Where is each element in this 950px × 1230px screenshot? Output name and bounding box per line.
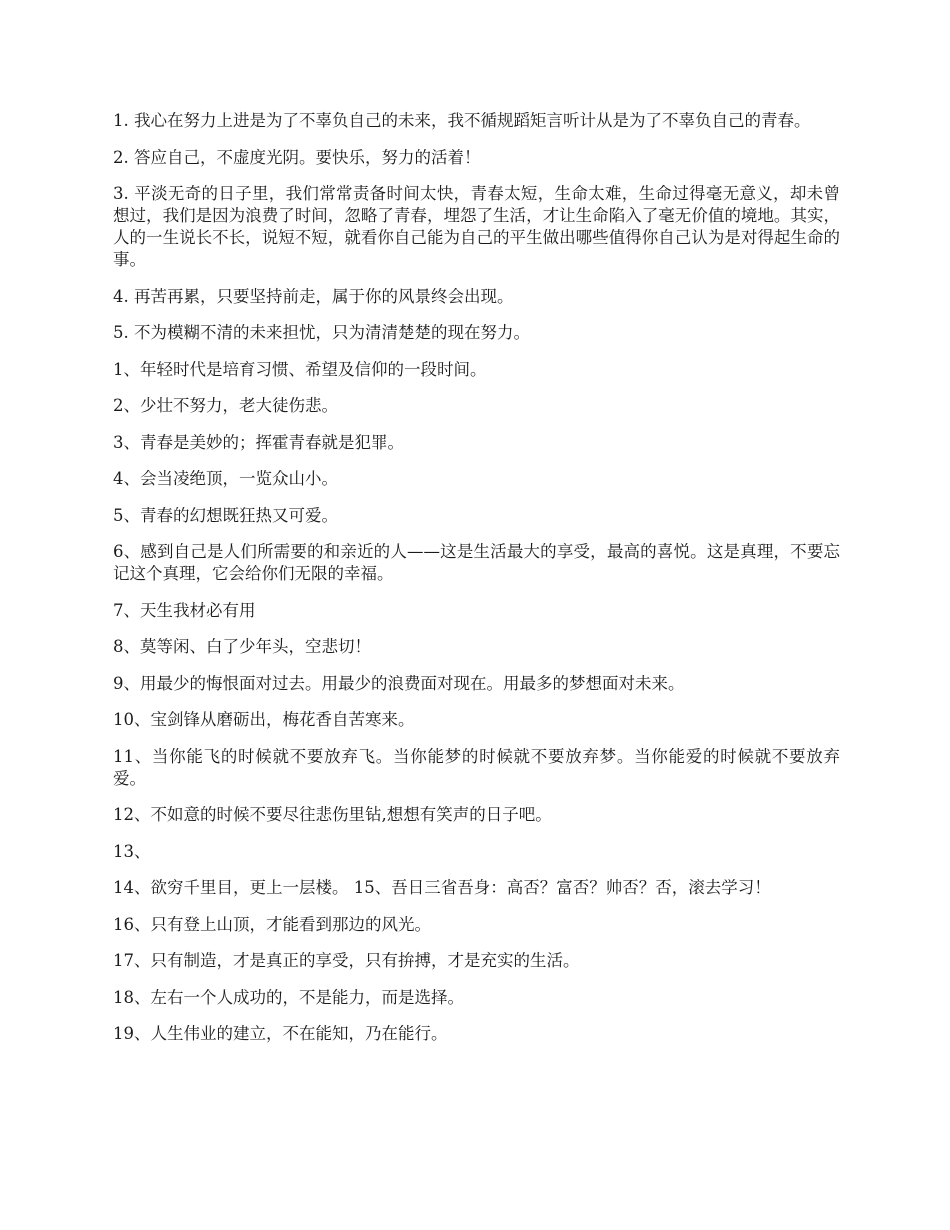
- paragraph-6: 1、年轻时代是培育习惯、希望及信仰的一段时间。: [113, 359, 487, 379]
- paragraph-16: 11、当你能飞的时候就不要放弃飞。当你能梦的时候就不要放弃梦。当你能爱的时候就不要放弃爱。: [113, 746, 840, 788]
- paragraph-22: 18、左右一个人成功的，不是能力，而是选择。: [113, 987, 464, 1007]
- paragraph-9: 4、会当凌绝顶，一览众山小。: [113, 469, 338, 488]
- paragraph-3: 3. 平淡无奇的日子里，我们常常责备时间太快，青春太短，生命太难，生命过得毫无意义，却未曾想过，我们是因为浪费了时间，忽略了青春，埋怨了生活，才让生命陷入了毫无价值的境地。其实，人的一生说长不长，说短不短，就看你自己能为自己的平生做出哪些值得你自己认为是对得起生命的事。: [113, 184, 840, 269]
- paragraph-7: 2、少壮不努力，老大徒伤悲。: [113, 396, 338, 415]
- paragraph-17: 12、不如意的时候不要尽往悲伤里钻,想想有笑声的日子吧。: [113, 805, 552, 824]
- paragraph-21: 17、只有制造，才是真正的享受，只有拚搏，才是充实的生活。: [113, 951, 580, 970]
- paragraph-4: 4. 再苦再累，只要坚持前走，属于你的风景终会出现。: [113, 286, 514, 306]
- paragraph-8: 3、青春是美妙的；挥霍青春就是犯罪。: [113, 432, 404, 452]
- paragraph-10: 5、青春的幻想既狂热又可爱。: [113, 505, 338, 525]
- paragraph-2: 2. 答应自己，不虚度光阴。要快乐，努力的活着！: [113, 147, 481, 167]
- paragraph-11: 6、感到自己是人们所需要的和亲近的人——这是生活最大的享受，最高的喜悦。这是真理，不要忘记这个真理，它会给你们无限的幸福。: [113, 542, 840, 583]
- paragraph-5: 5. 不为模糊不清的未来担忧，只为清清楚楚的现在努力。: [113, 323, 530, 342]
- paragraph-20: 16、只有登上山顶，才能看到那边的风光。: [113, 914, 431, 934]
- paragraph-15: 10、宝剑锋从磨砺出，梅花香自苦寒来。: [113, 710, 415, 729]
- paragraph-18: 13、: [113, 841, 151, 861]
- paragraph-19: 14、欲穷千里目，更上一层楼。 15、吾日三省吾身：高否？富否？帅否？否，滚去学习！: [113, 878, 771, 897]
- paragraph-23: 19、人生伟业的建立，不在能知，乃在能行。: [113, 1024, 448, 1043]
- paragraph-13: 8、莫等闲、白了少年头，空悲切！: [113, 637, 371, 656]
- paragraph-12: 7、天生我材必有用: [113, 600, 256, 620]
- paragraph-1: 1. 我心在努力上进是为了不辜负自己的未来，我不循规蹈矩言听计从是为了不辜负自己的青春。: [113, 111, 811, 130]
- document-body: [113, 110, 840, 1060]
- paragraph-14: 9、用最少的悔恨面对过去。用最少的浪费面对现在。用最多的梦想面对未来。: [113, 673, 685, 693]
